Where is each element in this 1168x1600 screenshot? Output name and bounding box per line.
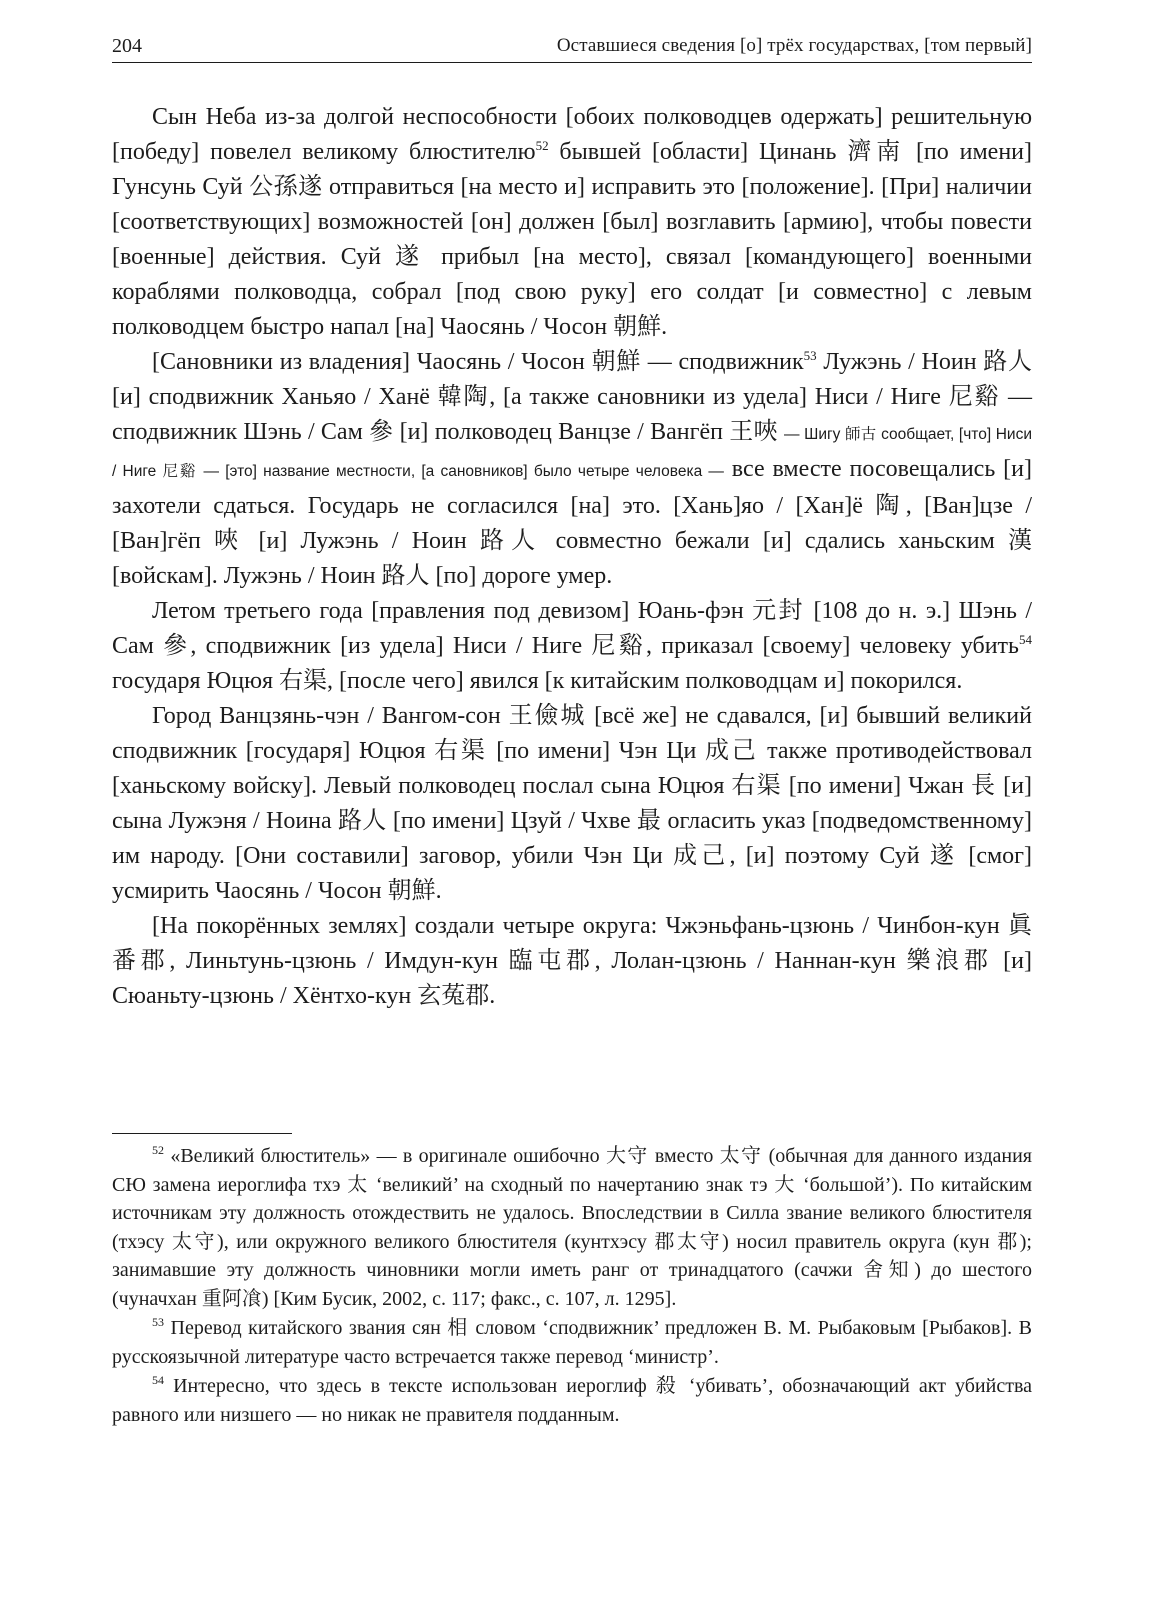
commentary-note: — Шигу 師古 сообщает, [что] Ниси / Ниге 尼谿 — [это] название местности, [а сановников] было четыре человека — (112, 426, 1032, 480)
footnotes (112, 1142, 1032, 1429)
paragraph-1 (112, 100, 1032, 345)
page-number: 204 (112, 35, 142, 57)
footnote-text: Перевод китайского звания сян 相 словом ‘сподвижник’ предложен В. М. Рыбаковым [Рыбаков]. В русскоязычной литературе часто встречается также перевод ‘министр’. (112, 1317, 1033, 1368)
paragraph-2 (112, 345, 1032, 594)
paragraph-text: Город Ванцзянь-чэн / Вангом-сон 王儉城 [всё же] не сдавался, [и] бывший великий сподвижник [государя] Юцюя 右渠 [по имени] Чэн Ци 成己 также противодействовал [ханьскому войску]. Левый полководец послал сына Юцюя 右渠 [по имени] Чжан 長 [и] сына Лужэня / Ноина 路人 [по имени] Цзуй / Чхве 最 огласить указ [подведомственному] им народу. [Они составили] заговор, убили Чэн Ци 成己, [и] поэтому Суй 遂 [смог] усмирить Чаосянь / Чосон 朝鮮. (112, 703, 1032, 904)
paragraph-text: [Сановники из владения] Чаосянь / Чосон 朝鮮 — сподвижник (152, 349, 804, 375)
footnote-54 (112, 1372, 1032, 1429)
footnote-reference-53: 53 (803, 348, 817, 363)
main-text (112, 100, 1032, 1014)
footnote-separator (112, 1133, 292, 1134)
paragraph-text: все вместе посовещались [и] захотели сдаться. Государь не согласился [на] это. [Хань]яо / [Хан]ё 陶, [Ван]цзе / [Ван]гёп 唊 [и] Лужэнь / Ноин 路人 совместно бежали [и] сдались ханьским 漢 [войскам]. Лужэнь / Ноин 路人 [по] дороге умер. (112, 456, 1032, 589)
footnote-text: Интересно, что здесь в тексте использован иероглиф 殺 ‘убивать’, обозначающий акт убийства равного или низшего — но никак не правителя подданным. (112, 1375, 1032, 1426)
book-page (112, 0, 1032, 1600)
footnote-reference-54: 54 (1019, 632, 1032, 647)
running-header (112, 34, 1032, 63)
footnote-52 (112, 1142, 1032, 1313)
footnote-text: «Великий блюститель» — в оригинале ошибочно 大守 вместо 太守 (обычная для данного издания СЮ замена иероглифа тхэ 太 ‘великий’ на сходный по начертанию знак тэ 大 ‘большой’). По китайским источникам эту должность отождествить не удалось. Впоследствии в Силла звание великого блюстителя (тхэсу 太守), или окружного великого блюстителя (кунтхэсу 郡太守) носил правитель округа (кун 郡); занимавшие эту должность чиновники могли иметь ранг от тринадцатого (сачжи 舍知) до шестого (чуначхан 重阿飡) [Ким Бусик, 2002, с. 117; факс., с. 107, л. 1295]. (112, 1145, 1033, 1310)
running-title: Оставшиеся сведения [о] трёх государствах, [том первый] (556, 35, 1032, 56)
paragraph-4 (112, 699, 1032, 909)
paragraph-text: Лужэнь / Ноин 路人 [и] сподвижник Ханьяо / Ханё 韓陶, [а также сановники из удела] Ниси / Ниге 尼谿 — сподвижник Шэнь / Сам 參 [и] полководец Ванцзе / Вангёп 王唊 (112, 349, 1032, 445)
paragraph-text: Сын Неба из-за долгой неспособности [обоих полководцев одержать] решительную [победу] повелел великому блюстителю (112, 104, 1032, 165)
paragraph-text: [На покорённых землях] создали четыре округа: Чжэньфань-цзюнь / Чинбон-кун 眞番郡, Линьтунь-цзюнь / Имдун-кун 臨屯郡, Лолан-цзюнь / Наннан-кун 樂浪郡 [и] Сюаньту-цзюнь / Хёнтхо-кун 玄菟郡. (112, 913, 1032, 1009)
paragraph-text: Летом третьего года [правления под девизом] Юань-фэн 元封 [108 до н. э.] Шэнь / Сам 參, сподвижник [из удела] Ниси / Ниге 尼谿, приказал [своему] человеку убить (112, 598, 1032, 659)
paragraph-3 (112, 594, 1032, 699)
footnote-reference-52: 52 (535, 138, 549, 153)
footnote-number: 53 (152, 1315, 164, 1329)
footnote-53 (112, 1314, 1032, 1371)
paragraph-text: государя Юцюя 右渠, [после чего] явился [к китайским полководцам и] покорился. (112, 668, 963, 694)
paragraph-5 (112, 909, 1032, 1014)
paragraph-text: бывшей [области] Цинань 濟南 [по имени] Гунсунь Суй 公孫遂 отправиться [на место и] исправить это [положение]. [При] наличии [соответствующих] возможностей [он] должен [был] возглавить [армию], чтобы повести [военные] действия. Суй 遂 прибыл [на место], связал [командующего] военными кораблями полководца, собрал [под свою руку] его солдат [и совместно] с левым полководцем быстро напал [на] Чаосянь / Чосон 朝鮮. (112, 139, 1033, 340)
footnote-number: 52 (152, 1143, 164, 1157)
footnote-number: 54 (152, 1373, 164, 1387)
